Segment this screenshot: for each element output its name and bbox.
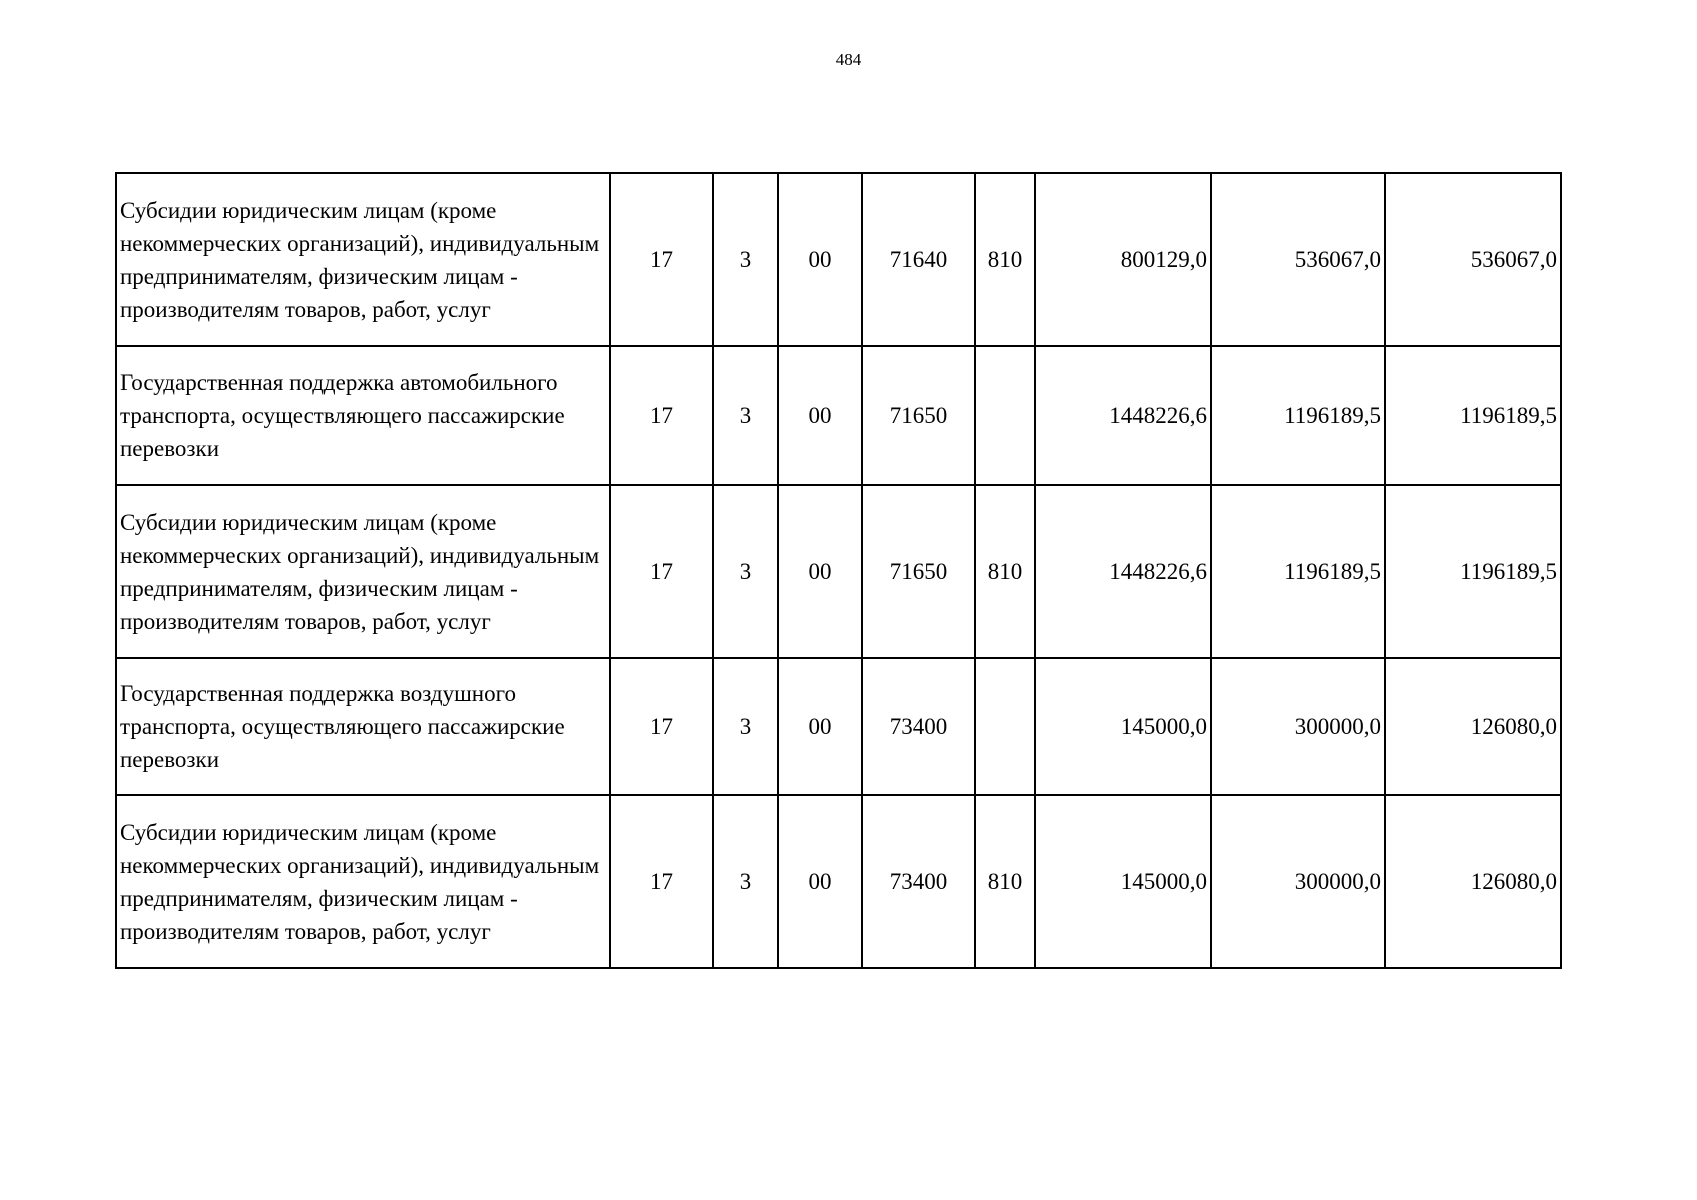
row-description: Государственная поддержка автомобильного транспорта, осуществляющего пассажирские перевозки [116, 346, 610, 485]
code-cell: 71650 [862, 346, 975, 485]
table-row [116, 173, 1561, 346]
budget-table [115, 172, 1562, 969]
code-cell: 00 [778, 173, 862, 346]
table-row [116, 485, 1561, 658]
amount-cell: 1196189,5 [1385, 346, 1561, 485]
amount-cell: 300000,0 [1211, 795, 1385, 968]
code-cell: 17 [610, 658, 713, 795]
amount-cell: 300000,0 [1211, 658, 1385, 795]
amount-cell: 1448226,6 [1035, 346, 1211, 485]
amount-cell: 1448226,6 [1035, 485, 1211, 658]
code-cell: 3 [713, 658, 778, 795]
code-cell: 17 [610, 795, 713, 968]
row-description: Субсидии юридическим лицам (кроме некоммерческих организаций), индивидуальным предпринимателям, физическим лицам - производителям товаров, работ, услуг [116, 485, 610, 658]
code-cell: 17 [610, 485, 713, 658]
amount-cell: 800129,0 [1035, 173, 1211, 346]
code-cell: 71640 [862, 173, 975, 346]
code-cell: 3 [713, 173, 778, 346]
amount-cell: 126080,0 [1385, 795, 1561, 968]
code-cell: 00 [778, 485, 862, 658]
amount-cell: 1196189,5 [1211, 346, 1385, 485]
code-cell: 17 [610, 173, 713, 346]
row-description: Государственная поддержка воздушного транспорта, осуществляющего пассажирские перевозки [116, 658, 610, 795]
code-cell: 810 [975, 173, 1035, 346]
row-description: Субсидии юридическим лицам (кроме некоммерческих организаций), индивидуальным предпринимателям, физическим лицам - производителям товаров, работ, услуг [116, 795, 610, 968]
page-number: 484 [835, 50, 862, 69]
amount-cell: 536067,0 [1385, 173, 1561, 346]
code-cell: 3 [713, 485, 778, 658]
amount-cell: 1196189,5 [1385, 485, 1561, 658]
code-cell: 00 [778, 346, 862, 485]
code-cell [975, 658, 1035, 795]
amount-cell: 126080,0 [1385, 658, 1561, 795]
code-cell: 810 [975, 485, 1035, 658]
code-cell: 00 [778, 795, 862, 968]
code-cell: 73400 [862, 658, 975, 795]
code-cell: 3 [713, 795, 778, 968]
code-cell: 17 [610, 346, 713, 485]
amount-cell: 145000,0 [1035, 658, 1211, 795]
code-cell: 810 [975, 795, 1035, 968]
amount-cell: 145000,0 [1035, 795, 1211, 968]
code-cell [975, 346, 1035, 485]
amount-cell: 1196189,5 [1211, 485, 1385, 658]
table-row [116, 346, 1561, 485]
code-cell: 71650 [862, 485, 975, 658]
code-cell: 00 [778, 658, 862, 795]
code-cell: 73400 [862, 795, 975, 968]
table-row [116, 795, 1561, 968]
code-cell: 3 [713, 346, 778, 485]
table-row [116, 658, 1561, 795]
amount-cell: 536067,0 [1211, 173, 1385, 346]
row-description: Субсидии юридическим лицам (кроме некоммерческих организаций), индивидуальным предпринимателям, физическим лицам - производителям товаров, работ, услуг [116, 173, 610, 346]
